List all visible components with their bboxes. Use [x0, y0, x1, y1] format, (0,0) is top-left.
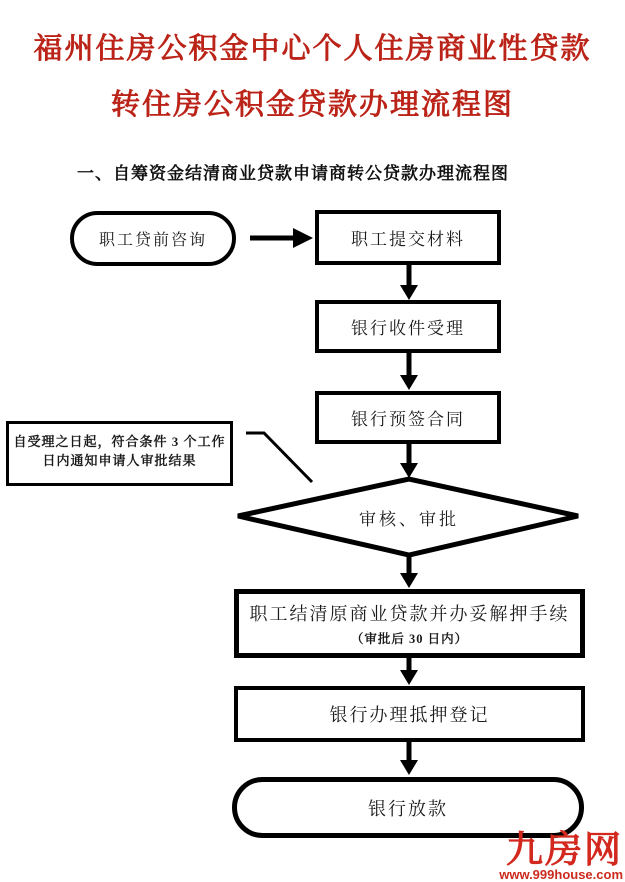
watermark-url: www.999house.com	[499, 867, 623, 882]
flow-node-consult: 职工贷前咨询	[70, 211, 236, 266]
watermark-logo: 九房网	[506, 829, 623, 870]
arrow-right-icon	[250, 228, 313, 248]
section-heading: 一、自筹资金结清商业贷款申请商转公贷款办理流程图	[77, 164, 509, 183]
flow-node-mortgage-registration: 银行办理抵押登记	[234, 686, 585, 742]
callout-line	[246, 433, 312, 482]
flow-node-review-approve: 审核、审批	[359, 510, 459, 529]
arrow-down-icon	[400, 352, 418, 390]
flow-node-bank-disbursement: 银行放款	[232, 777, 584, 838]
settle-loan-deadline: （审批后 30 日内）	[350, 632, 469, 646]
flow-node-submit-materials: 职工提交材料	[315, 210, 501, 265]
settle-loan-label: 职工结清原商业贷款并办妥解押手续	[249, 604, 570, 624]
arrow-down-icon	[400, 443, 418, 478]
review-time-note-line2: 日内通知申请人审批结果	[42, 453, 197, 468]
review-time-note-line1: 自受理之日起，符合条件 3 个工作	[13, 434, 226, 449]
page-title-line2: 转住房公积金贷款办理流程图	[110, 89, 514, 121]
arrow-down-icon	[400, 264, 418, 300]
arrow-down-icon	[400, 741, 418, 775]
review-time-note	[6, 421, 233, 486]
arrow-down-icon	[400, 657, 418, 685]
flow-node-presign-contract: 银行预签合同	[315, 391, 501, 444]
flow-node-settle-loan	[234, 589, 585, 658]
page-title-line1: 福州住房公积金中心个人住房商业性贷款	[33, 33, 592, 65]
flow-node-bank-intake: 银行收件受理	[315, 300, 501, 353]
arrow-down-icon	[400, 555, 418, 588]
